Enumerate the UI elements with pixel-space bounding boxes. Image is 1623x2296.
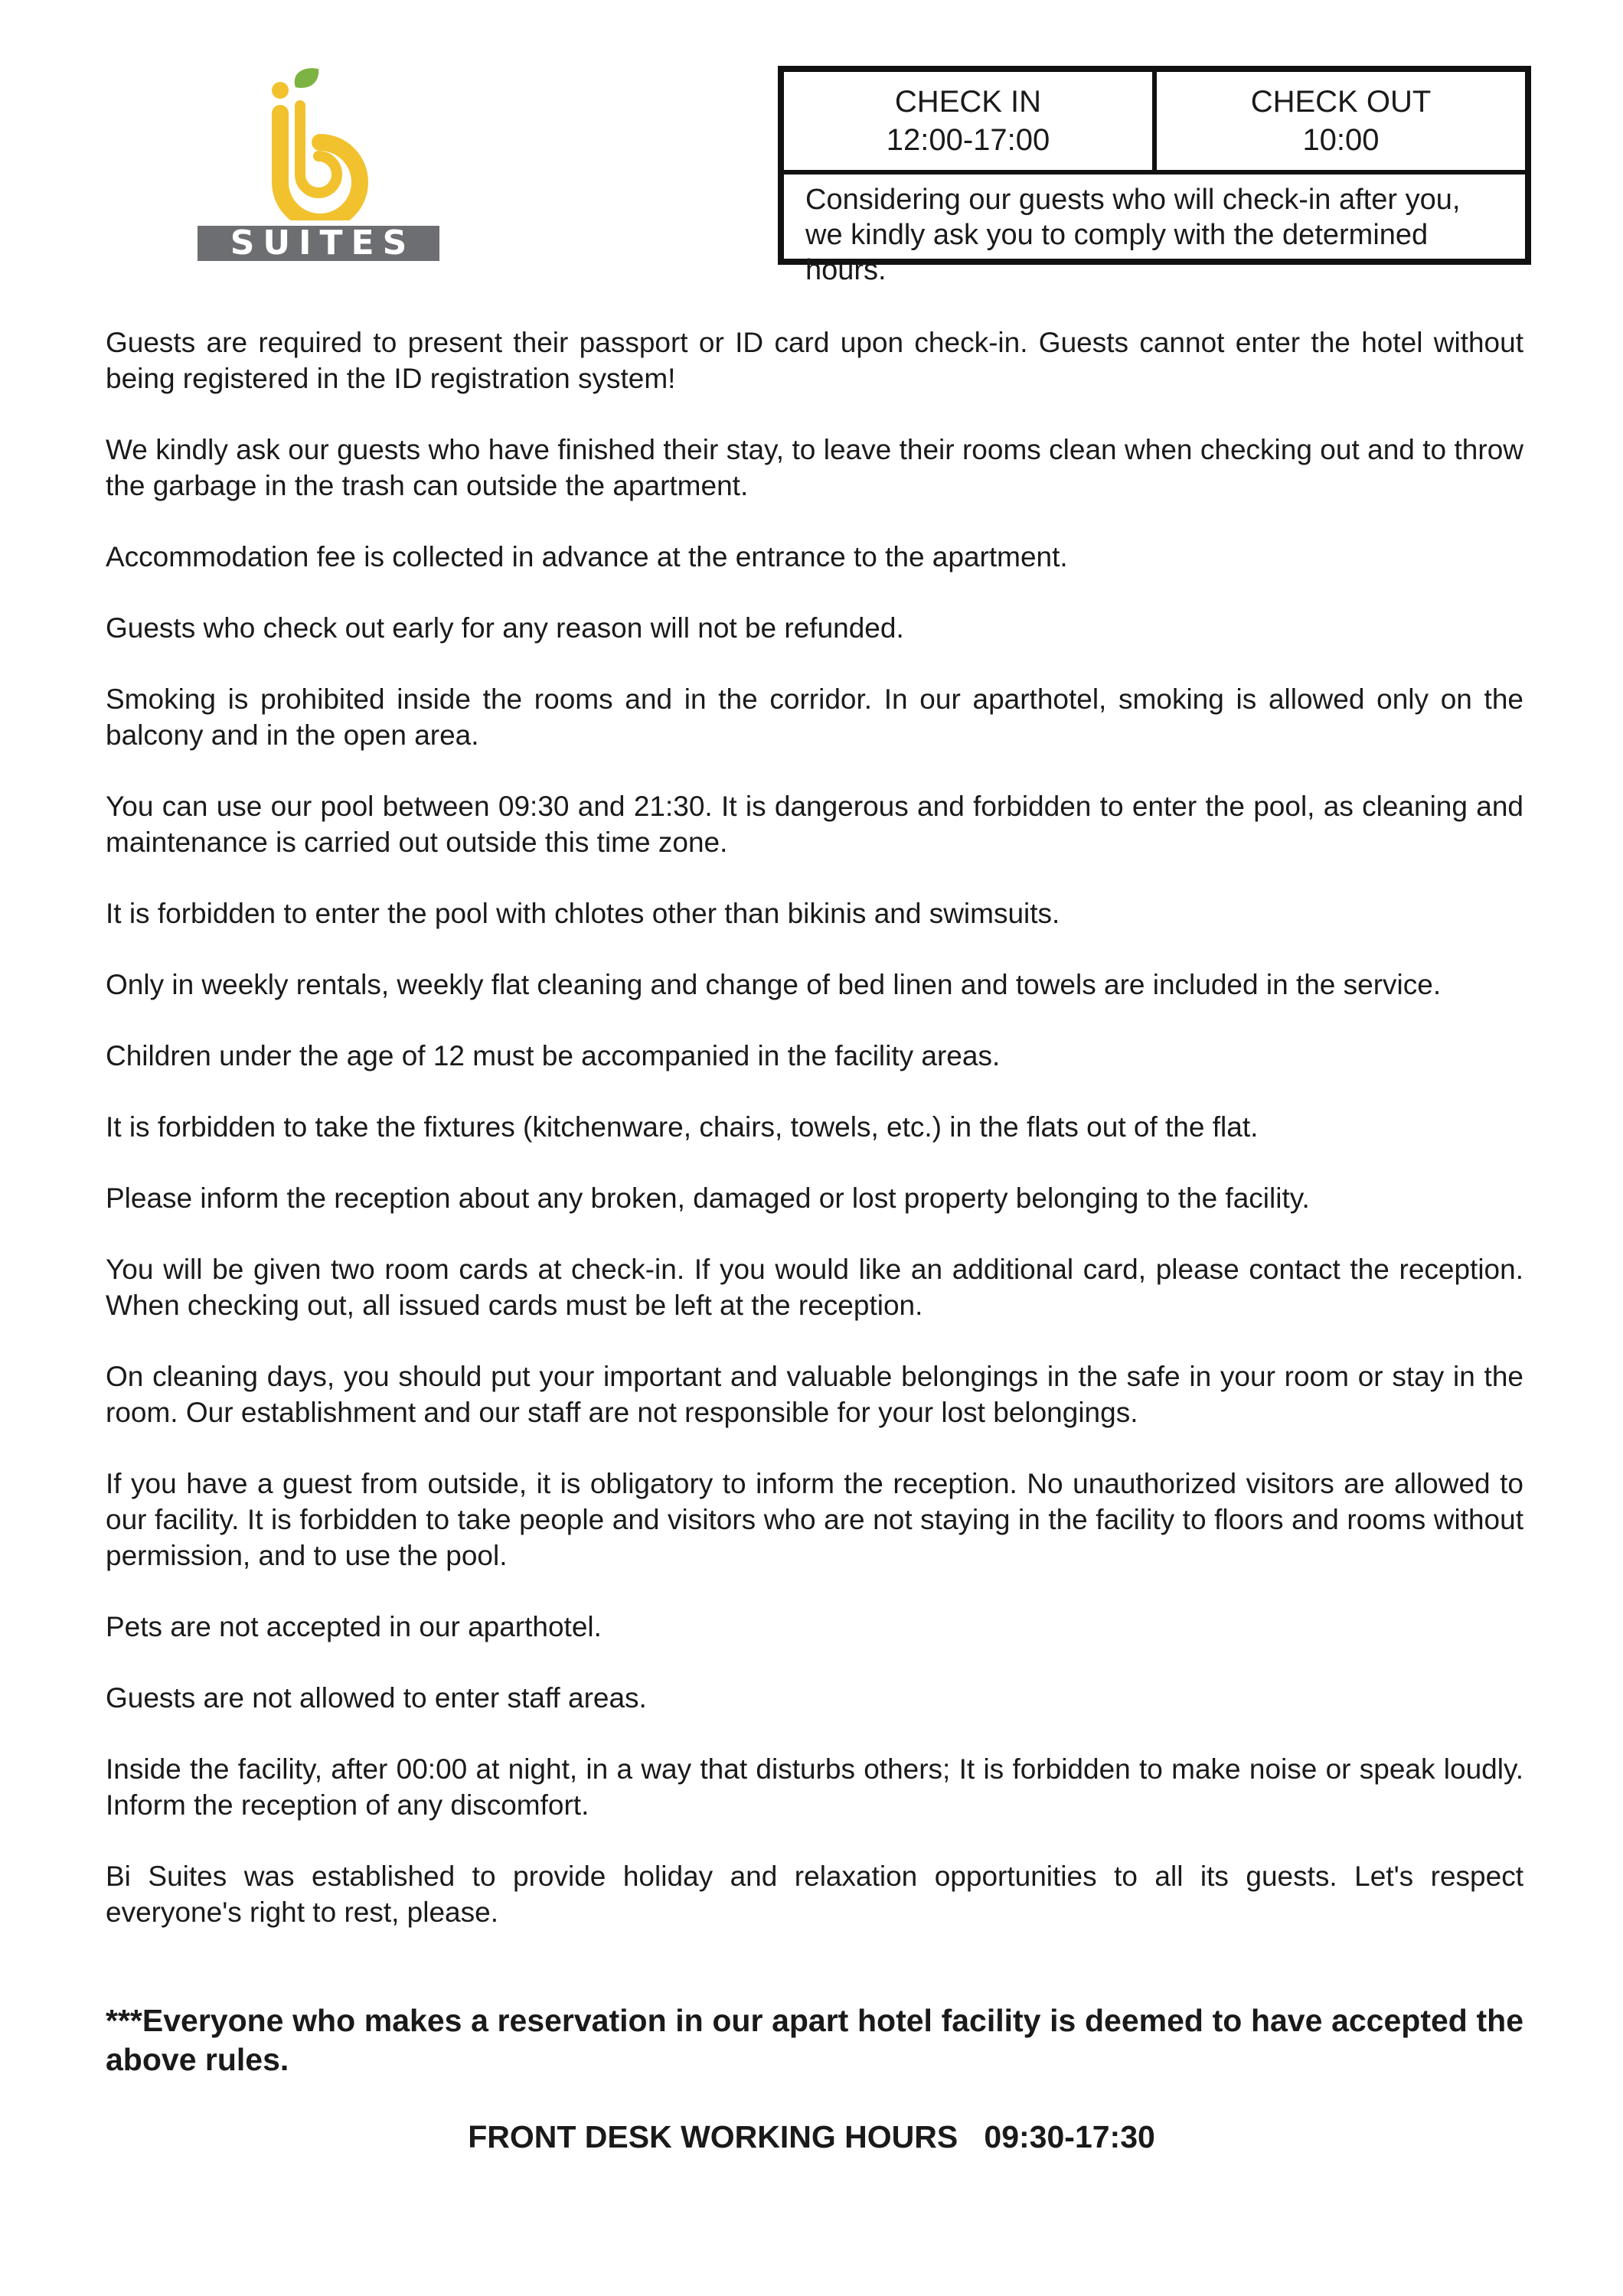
front-desk-time: 09:30-17:30 <box>984 2119 1155 2154</box>
bi-suites-logo <box>198 67 439 265</box>
rule-item: Accommodation fee is collected in advance at the entrance to the apartment. <box>106 541 1068 572</box>
rule-item: It is forbidden to enter the pool with chlotes other than bikinis and swimsuits. <box>106 898 1060 929</box>
rule-item: We kindly ask our guests who have finished their stay, to leave their rooms clean when checking out and to throw the garbage in the trash can outside the apartment. <box>106 434 1523 501</box>
rule-item: Smoking is prohibited inside the rooms and in the corridor. In our aparthotel, smoking is allowed only on the balcony and in the open area. <box>106 683 1523 751</box>
rule-item: Guests are required to present their passport or ID card upon check-in. Guests cannot enter the hotel without being registered in the ID registration system! <box>106 327 1523 394</box>
rule-item: On cleaning days, you should put your important and valuable belongings in the safe in your room or stay in the room. Our establishment and our staff are not responsible for your lost belongings. <box>106 1361 1523 1428</box>
check-in-label: CHECK IN <box>894 85 1042 119</box>
check-in-time: 12:00-17:00 <box>886 123 1050 157</box>
house-rules-list <box>106 325 1523 1965</box>
rule-item: Children under the age of 12 must be accompanied in the facility areas. <box>106 1040 1001 1071</box>
rule-item: If you have a guest from outside, it is obligatory to inform the reception. No unauthorized visitors are allowed to our facility. It is forbidden to take people and visitors who are not staying in the facility to floors and rooms without permission, and to use the pool. <box>106 1468 1523 1571</box>
rule-item: Guests who check out early for any reason will not be refunded. <box>106 612 904 644</box>
rule-item: Only in weekly rentals, weekly flat cleaning and change of bed linen and towels are included in the service. <box>106 969 1442 1000</box>
rule-item: You will be given two room cards at check-in. If you would like an additional card, please contact the reception. When checking out, all issued cards must be left at the reception. <box>106 1254 1523 1321</box>
rule-item: You can use our pool between 09:30 and 21:30. It is dangerous and forbidden to enter the pool, as cleaning and maintenance is carried out outside this time zone. <box>106 791 1523 858</box>
logo-brand-bar <box>198 223 439 263</box>
check-in-out-box <box>778 66 1531 286</box>
rule-item: Guests are not allowed to enter staff areas. <box>106 1682 647 1714</box>
front-desk-label: FRONT DESK WORKING HOURS <box>468 2119 958 2154</box>
logo-brand-text: SUITES <box>230 223 416 263</box>
acceptance-statement: ***Everyone who makes a reservation in our apart hotel facility is deemed to have accepted the above rules. <box>106 2003 1523 2077</box>
front-desk-hours <box>0 2118 1623 2156</box>
rule-item: Pets are not accepted in our aparthotel. <box>106 1611 602 1642</box>
check-in-cell <box>784 72 1152 170</box>
rule-item: Inside the facility, after 00:00 at night, in a way that disturbs others; It is forbidden to make noise or speak loudly. Inform the reception of any discomfort. <box>106 1753 1523 1821</box>
rule-item: Bi Suites was established to provide holiday and relaxation opportunities to all its guests. Let's respect everyone's right to rest, please. <box>106 1861 1523 1928</box>
check-out-time: 10:00 <box>1302 123 1380 157</box>
rule-item: It is forbidden to take the fixtures (kitchenware, chairs, towels, etc.) in the flats out of the flat. <box>106 1111 1259 1143</box>
rule-item: Please inform the reception about any broken, damaged or lost property belonging to the facility. <box>106 1182 1310 1214</box>
check-out-cell <box>1152 72 1525 170</box>
check-out-label: CHECK OUT <box>1250 85 1432 119</box>
hours-row <box>784 72 1525 174</box>
leaf-icon <box>295 68 318 88</box>
hours-note: Considering our guests who will check-in after you, we kindly ask you to comply with the determined hours. <box>805 184 1461 286</box>
bi-letter-logo-icon <box>198 67 439 220</box>
